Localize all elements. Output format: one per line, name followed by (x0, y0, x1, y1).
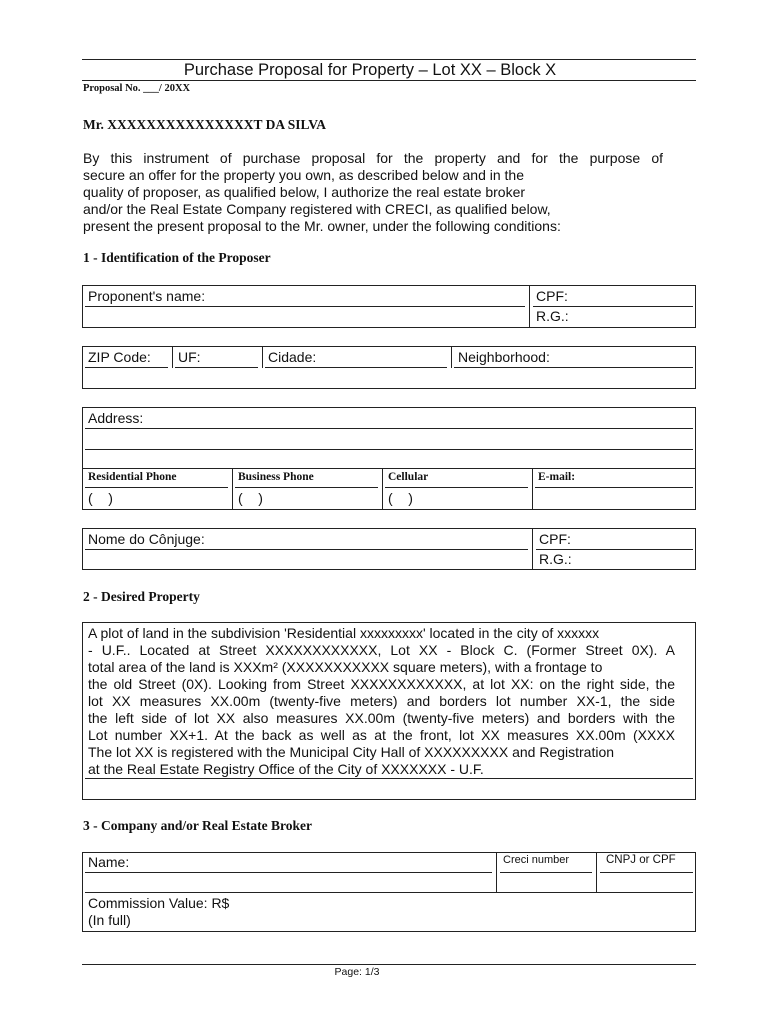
property-line: - U.F.. Located at Street XXXXXXXXXXXX, Lot XX - Block C. (Former Street 0X). A (88, 642, 675, 658)
neighborhood-label: Neighborhood: (458, 349, 550, 365)
field-underline (265, 367, 447, 368)
property-line: total area of the land is XXXm² (XXXXXXXXXXX square meters), with a frontage to (88, 659, 603, 675)
section1-heading: 1 - Identification of the Proposer (83, 250, 271, 265)
field-underline (85, 549, 528, 550)
intro-line: quality of proposer, as qualified below, I authorize the real estate broker (83, 184, 526, 200)
field-underline (85, 428, 693, 429)
phone-row-top-rule (82, 468, 696, 469)
section2-heading: 2 - Desired Property (83, 589, 200, 604)
field-underline (85, 892, 693, 893)
header-top-rule (82, 59, 696, 60)
intro-paragraph (83, 150, 663, 235)
business-phone-area-code: ( ) (238, 490, 263, 506)
spouse-name-label: Nome do Cônjuge: (88, 531, 205, 547)
proposal-number: Proposal No. ___/ 20XX (83, 83, 191, 94)
field-underline (454, 367, 693, 368)
commission-value-label: Commission Value: R$ (88, 895, 230, 911)
divider (596, 852, 597, 893)
field-underline (85, 306, 525, 307)
field-underline (535, 487, 693, 488)
intro-line: present the present proposal to the Mr. owner, under the following conditions: (83, 218, 561, 234)
cellular-area-code: ( ) (388, 490, 413, 506)
property-line: Lot number XX+1. At the back as well as at the front, lot XX measures XX.00m (XXXX (88, 727, 675, 743)
divider (532, 468, 533, 510)
property-description (88, 625, 675, 778)
spouse-cpf-label: CPF: (539, 531, 571, 547)
property-line: the old Street (0X). Looking from Street XXXXXXXXXXXX, at lot XX: on the right side, the (88, 676, 675, 692)
field-underline (533, 306, 693, 307)
divider (532, 528, 533, 570)
address-label: Address: (88, 410, 144, 426)
field-underline (385, 487, 528, 488)
divider (262, 346, 263, 368)
intro-line: By this instrument of purchase proposal for the property and for the purpose of (83, 150, 663, 166)
field-underline (536, 549, 693, 550)
creci-number-label: Creci number (503, 854, 570, 866)
field-underline (235, 487, 378, 488)
page-number: Page: 1/3 (334, 966, 380, 978)
property-line: A plot of land in the subdivision 'Residential xxxxxxxxx' located in the city of xxxxxx (88, 625, 600, 641)
divider (232, 468, 233, 510)
spouse-rg-label: R.G.: (539, 551, 572, 567)
property-line: lot XX measures XX.00m (twenty-five meters) and borders lot number XX-1, the side (88, 693, 675, 709)
document-title: Purchase Proposal for Property – Lot XX – Block X (183, 61, 557, 79)
email-label: E-mail: (538, 471, 576, 483)
field-underline (85, 367, 168, 368)
addressee: Mr. XXXXXXXXXXXXXXXT DA SILVA (83, 117, 327, 132)
field-underline (85, 872, 492, 873)
zip-label: ZIP Code: (88, 349, 151, 365)
section3-heading: 3 - Company and/or Real Estate Broker (83, 818, 312, 833)
field-underline (85, 449, 693, 450)
proponent-name-label: Proponent's name: (88, 288, 206, 304)
cnpj-cpf-label: CNPJ or CPF (606, 854, 676, 866)
residential-phone-area-code: ( ) (88, 490, 113, 506)
uf-label: UF: (178, 349, 201, 365)
business-phone-label: Business Phone (238, 471, 314, 483)
header-bottom-rule (82, 80, 696, 81)
cidade-label: Cidade: (268, 349, 317, 365)
divider (496, 852, 497, 893)
field-underline (500, 872, 592, 873)
footer-rule (82, 964, 696, 965)
cellular-label: Cellular (388, 471, 429, 483)
broker-name-label: Name: (88, 854, 130, 870)
field-underline (85, 778, 693, 779)
divider (529, 285, 530, 328)
field-underline (600, 872, 693, 873)
property-line: The lot XX is registered with the Municipal City Hall of XXXXXXXXX and Registration (88, 744, 615, 760)
divider (451, 346, 452, 368)
property-line: the left side of lot XX also measures XX.00m (twenty-five meters) and borders with the (88, 710, 675, 726)
field-underline (175, 367, 258, 368)
field-underline (85, 487, 228, 488)
property-line: at the Real Estate Registry Office of the City of XXXXXXX - U.F. (88, 761, 484, 777)
proponent-rg-label: R.G.: (536, 308, 569, 324)
commission-in-full-label: (In full) (88, 912, 131, 928)
residential-phone-label: Residential Phone (88, 471, 177, 483)
divider (172, 346, 173, 368)
intro-line: secure an offer for the property you own, as described below and in the (83, 167, 525, 183)
divider (382, 468, 383, 510)
intro-line: and/or the Real Estate Company registered with CRECI, as qualified below, (83, 201, 551, 217)
proponent-cpf-label: CPF: (536, 288, 568, 304)
